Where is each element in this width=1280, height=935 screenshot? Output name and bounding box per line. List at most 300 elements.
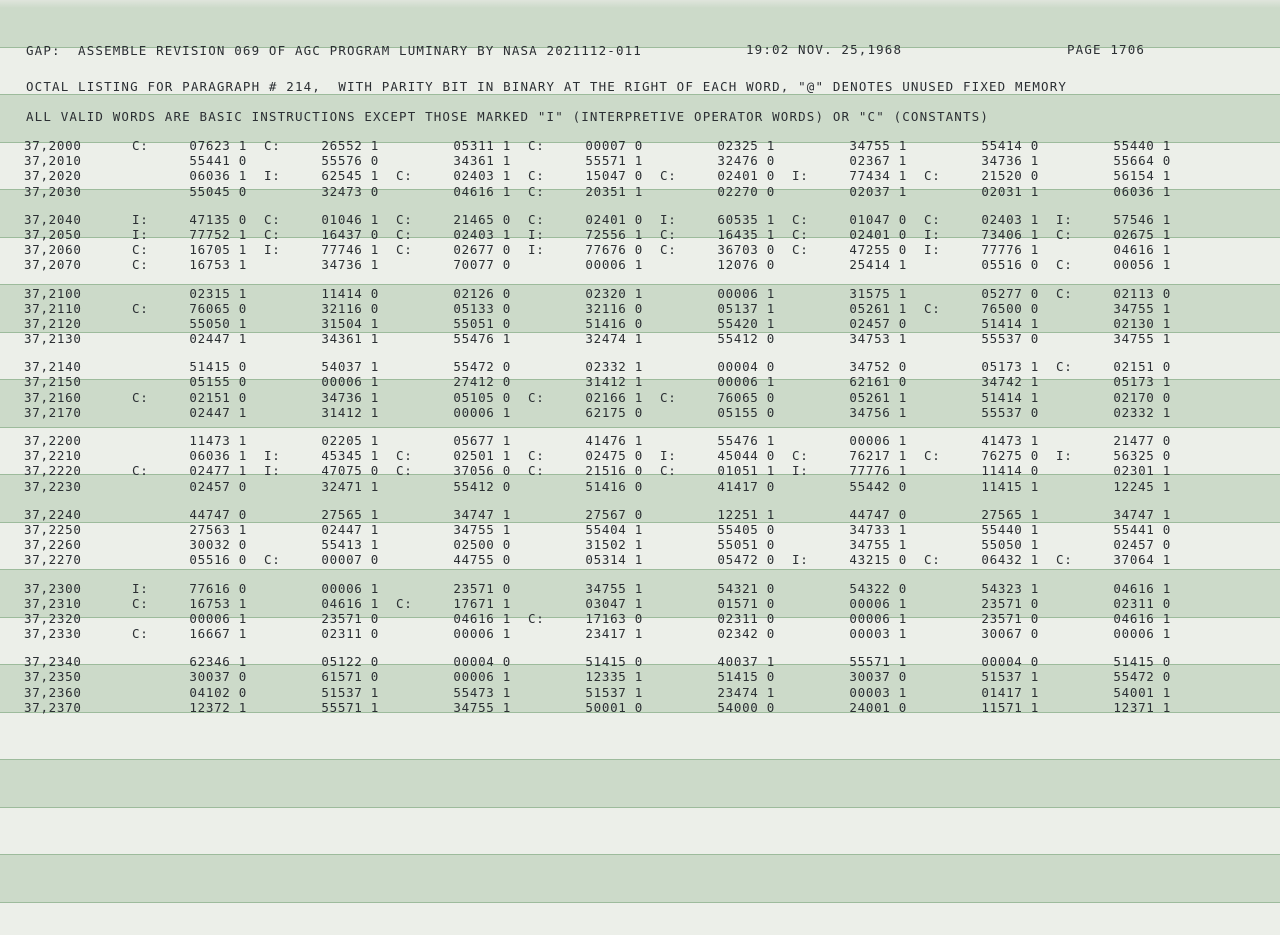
word-value: 50001 0 xyxy=(585,699,643,715)
listing-block xyxy=(24,654,1264,715)
octal-word xyxy=(792,184,907,199)
word-value: 37064 1 xyxy=(1113,552,1171,568)
octal-word xyxy=(792,463,907,478)
octal-word xyxy=(132,138,247,153)
listing-row xyxy=(24,405,1264,420)
listing-row xyxy=(24,359,1264,374)
octal-word xyxy=(924,184,1039,199)
word-value: 02401 0 xyxy=(849,226,907,242)
word-value: 21516 0 xyxy=(585,463,643,479)
word-marker: I: xyxy=(792,168,809,184)
word-value: 12335 1 xyxy=(585,669,643,685)
word-value: 51537 1 xyxy=(585,684,643,700)
word-value: 55664 0 xyxy=(1113,153,1171,169)
row-address: 37,2160 xyxy=(24,389,82,405)
word-value: 02151 0 xyxy=(1113,359,1171,375)
word-value: 04616 1 xyxy=(1113,580,1171,596)
word-marker: I: xyxy=(264,463,281,479)
word-value: 23571 0 xyxy=(981,595,1039,611)
octal-word xyxy=(1056,669,1171,684)
octal-word xyxy=(396,316,511,331)
word-value: 26552 1 xyxy=(321,138,379,153)
word-value: 02447 1 xyxy=(189,404,247,420)
word-value: 02457 0 xyxy=(189,478,247,494)
octal-word xyxy=(792,700,907,715)
word-value: 55571 1 xyxy=(849,654,907,670)
word-value: 11571 1 xyxy=(981,699,1039,715)
word-value: 16753 1 xyxy=(189,257,247,273)
octal-word xyxy=(264,537,379,552)
octal-word xyxy=(528,316,643,331)
row-address: 37,2130 xyxy=(24,331,82,347)
word-value: 55414 0 xyxy=(981,138,1039,153)
word-value: 34733 1 xyxy=(849,521,907,537)
word-value: 55050 1 xyxy=(981,537,1039,553)
word-value: 05122 0 xyxy=(321,654,379,670)
octal-word xyxy=(396,685,511,700)
octal-word xyxy=(924,227,1039,242)
word-marker: I: xyxy=(660,448,677,464)
word-value: 62545 1 xyxy=(321,168,379,184)
word-value: 02457 0 xyxy=(1113,537,1171,553)
octal-word xyxy=(528,390,643,405)
octal-word xyxy=(660,581,775,596)
word-value: 62175 0 xyxy=(585,404,643,420)
word-value: 51537 1 xyxy=(981,669,1039,685)
word-marker: I: xyxy=(792,463,809,479)
octal-word xyxy=(396,390,511,405)
row-address: 37,2210 xyxy=(24,448,82,464)
octal-word xyxy=(1056,257,1171,272)
word-marker: I: xyxy=(660,211,677,227)
octal-word xyxy=(528,433,643,448)
row-address: 37,2110 xyxy=(24,300,82,316)
octal-word xyxy=(264,654,379,669)
octal-word xyxy=(396,405,511,420)
word-marker: C: xyxy=(1056,552,1073,568)
word-value: 05105 0 xyxy=(453,389,511,405)
octal-word xyxy=(1056,212,1171,227)
word-value: 77676 0 xyxy=(585,242,643,258)
row-address: 37,2250 xyxy=(24,521,82,537)
octal-word xyxy=(396,479,511,494)
word-value: 11414 0 xyxy=(981,463,1039,479)
word-value: 12245 1 xyxy=(1113,478,1171,494)
octal-word xyxy=(660,184,775,199)
octal-word xyxy=(264,242,379,257)
octal-word xyxy=(132,479,247,494)
octal-word xyxy=(132,184,247,199)
word-marker: C: xyxy=(264,226,281,242)
word-marker: I: xyxy=(528,242,545,258)
word-value: 02170 0 xyxy=(1113,389,1171,405)
octal-word xyxy=(660,153,775,168)
octal-word xyxy=(924,581,1039,596)
octal-word xyxy=(396,433,511,448)
word-value: 23417 1 xyxy=(585,626,643,642)
word-value: 00006 1 xyxy=(717,285,775,301)
listing-block xyxy=(24,359,1264,420)
word-value: 25414 1 xyxy=(849,257,907,273)
word-value: 00007 0 xyxy=(585,138,643,153)
row-address: 37,2000 xyxy=(24,138,82,153)
word-value: 27412 0 xyxy=(453,374,511,390)
word-value: 11414 0 xyxy=(321,285,379,301)
listing-row xyxy=(24,331,1264,346)
octal-word xyxy=(528,479,643,494)
word-value: 34361 1 xyxy=(321,331,379,347)
word-value: 37056 0 xyxy=(453,463,511,479)
octal-word xyxy=(1056,700,1171,715)
octal-word xyxy=(924,611,1039,626)
octal-word xyxy=(264,522,379,537)
octal-word xyxy=(1056,390,1171,405)
octal-word xyxy=(792,581,907,596)
octal-word xyxy=(132,316,247,331)
word-value: 51415 0 xyxy=(717,669,775,685)
word-value: 16667 1 xyxy=(189,626,247,642)
word-value: 34755 1 xyxy=(453,521,511,537)
octal-listing xyxy=(24,138,1264,728)
octal-word xyxy=(924,626,1039,641)
word-value: 02315 1 xyxy=(189,285,247,301)
octal-word xyxy=(132,581,247,596)
row-address: 37,2270 xyxy=(24,552,82,568)
octal-word xyxy=(1056,581,1171,596)
listing-row xyxy=(24,286,1264,301)
word-value: 32116 0 xyxy=(585,300,643,316)
word-value: 60535 1 xyxy=(717,211,775,227)
row-address: 37,2120 xyxy=(24,315,82,331)
listing-row xyxy=(24,685,1264,700)
word-value: 41417 0 xyxy=(717,478,775,494)
word-value: 51414 1 xyxy=(981,389,1039,405)
octal-word xyxy=(660,390,775,405)
octal-word xyxy=(396,507,511,522)
octal-word xyxy=(528,301,643,316)
word-value: 00006 1 xyxy=(1113,626,1171,642)
word-value: 05155 0 xyxy=(189,374,247,390)
word-value: 34752 0 xyxy=(849,359,907,375)
octal-word xyxy=(528,611,643,626)
word-value: 02031 1 xyxy=(981,183,1039,199)
octal-word xyxy=(264,700,379,715)
word-marker: C: xyxy=(1056,257,1073,273)
word-value: 55472 0 xyxy=(1113,669,1171,685)
word-value: 47135 0 xyxy=(189,211,247,227)
octal-word xyxy=(660,212,775,227)
word-value: 24001 0 xyxy=(849,699,907,715)
octal-word xyxy=(660,479,775,494)
word-marker: C: xyxy=(396,463,413,479)
octal-word xyxy=(264,359,379,374)
word-marker: I: xyxy=(264,168,281,184)
word-value: 06036 1 xyxy=(189,168,247,184)
octal-word xyxy=(132,286,247,301)
word-value: 05472 0 xyxy=(717,552,775,568)
octal-word xyxy=(792,153,907,168)
octal-word xyxy=(792,168,907,183)
octal-word xyxy=(660,433,775,448)
octal-word xyxy=(660,522,775,537)
listing-row xyxy=(24,463,1264,478)
word-value: 12076 0 xyxy=(717,257,775,273)
octal-word xyxy=(924,669,1039,684)
octal-word xyxy=(924,507,1039,522)
octal-word xyxy=(264,286,379,301)
word-value: 02166 1 xyxy=(585,389,643,405)
listing-row xyxy=(24,448,1264,463)
octal-word xyxy=(264,374,379,389)
word-value: 02113 0 xyxy=(1113,285,1171,301)
word-value: 55405 0 xyxy=(717,521,775,537)
octal-word xyxy=(924,374,1039,389)
word-value: 77746 1 xyxy=(321,242,379,258)
octal-word xyxy=(528,448,643,463)
word-value: 02401 0 xyxy=(717,168,775,184)
word-value: 34756 1 xyxy=(849,404,907,420)
word-value: 34742 1 xyxy=(981,374,1039,390)
octal-word xyxy=(792,390,907,405)
octal-word xyxy=(660,700,775,715)
octal-word xyxy=(924,405,1039,420)
word-value: 21520 0 xyxy=(981,168,1039,184)
octal-word xyxy=(132,212,247,227)
row-address: 37,2230 xyxy=(24,478,82,494)
word-value: 54321 0 xyxy=(717,580,775,596)
octal-word xyxy=(660,596,775,611)
word-value: 02325 1 xyxy=(717,138,775,153)
octal-word xyxy=(792,596,907,611)
octal-word xyxy=(396,700,511,715)
word-value: 34736 1 xyxy=(321,389,379,405)
word-marker: C: xyxy=(132,300,149,316)
word-marker: C: xyxy=(1056,285,1073,301)
listing-row xyxy=(24,433,1264,448)
octal-word xyxy=(792,522,907,537)
word-value: 27563 1 xyxy=(189,521,247,537)
word-value: 55571 1 xyxy=(585,153,643,169)
octal-word xyxy=(924,700,1039,715)
word-value: 02205 1 xyxy=(321,433,379,448)
octal-word xyxy=(396,581,511,596)
word-marker: I: xyxy=(132,211,149,227)
word-marker: I: xyxy=(924,242,941,258)
listing-legend: ALL VALID WORDS ARE BASIC INSTRUCTIONS EXCEPT THOSE MARKED "I" (INTERPRETIVE OPERATOR WORDS) OR "C" (CONSTANTS) xyxy=(26,109,989,124)
word-value: 05261 1 xyxy=(849,389,907,405)
octal-word xyxy=(264,448,379,463)
word-value: 02367 1 xyxy=(849,153,907,169)
row-address: 37,2260 xyxy=(24,537,82,553)
word-marker: C: xyxy=(528,463,545,479)
word-value: 55051 0 xyxy=(453,315,511,331)
octal-word xyxy=(660,227,775,242)
word-value: 02475 0 xyxy=(585,448,643,464)
word-value: 00006 1 xyxy=(321,374,379,390)
octal-word xyxy=(528,257,643,272)
listing-row xyxy=(24,212,1264,227)
word-value: 05137 1 xyxy=(717,300,775,316)
octal-word xyxy=(264,611,379,626)
octal-word xyxy=(396,626,511,641)
word-value: 54322 0 xyxy=(849,580,907,596)
word-value: 05516 0 xyxy=(189,552,247,568)
listing-row xyxy=(24,654,1264,669)
word-marker: C: xyxy=(924,552,941,568)
octal-word xyxy=(924,433,1039,448)
word-marker: C: xyxy=(924,448,941,464)
word-value: 32471 1 xyxy=(321,478,379,494)
word-value: 02332 1 xyxy=(585,359,643,375)
word-value: 62161 0 xyxy=(849,374,907,390)
octal-word xyxy=(660,448,775,463)
word-value: 02447 1 xyxy=(321,521,379,537)
octal-word xyxy=(660,242,775,257)
listing-description: OCTAL LISTING FOR PARAGRAPH # 214, WITH PARITY BIT IN BINARY AT THE RIGHT OF EACH WORD, "@" DENOTES UNUSED FIXED MEMORY xyxy=(26,79,1068,94)
octal-word xyxy=(264,227,379,242)
listing-row xyxy=(24,552,1264,567)
listing-row xyxy=(24,257,1264,272)
word-value: 61571 0 xyxy=(321,669,379,685)
word-marker: C: xyxy=(528,610,545,626)
word-value: 02342 0 xyxy=(717,626,775,642)
octal-word xyxy=(264,507,379,522)
octal-word xyxy=(792,138,907,153)
octal-word xyxy=(264,168,379,183)
octal-word xyxy=(528,227,643,242)
octal-word xyxy=(132,405,247,420)
octal-word xyxy=(132,227,247,242)
octal-word xyxy=(528,168,643,183)
word-value: 55472 0 xyxy=(453,359,511,375)
word-marker: C: xyxy=(396,595,413,611)
word-value: 34736 1 xyxy=(981,153,1039,169)
word-value: 31502 1 xyxy=(585,537,643,553)
listing-row xyxy=(24,316,1264,331)
octal-word xyxy=(396,301,511,316)
word-value: 40037 1 xyxy=(717,654,775,670)
word-value: 30067 0 xyxy=(981,626,1039,642)
octal-word xyxy=(792,611,907,626)
word-value: 00006 1 xyxy=(849,610,907,626)
octal-word xyxy=(792,669,907,684)
octal-word xyxy=(924,654,1039,669)
word-value: 51415 0 xyxy=(1113,654,1171,670)
word-marker: C: xyxy=(792,448,809,464)
word-value: 32474 1 xyxy=(585,331,643,347)
octal-word xyxy=(396,654,511,669)
word-value: 44747 0 xyxy=(189,506,247,522)
word-value: 23571 0 xyxy=(981,610,1039,626)
octal-word xyxy=(264,685,379,700)
octal-word xyxy=(792,257,907,272)
word-value: 55440 1 xyxy=(1113,138,1171,153)
octal-word xyxy=(264,331,379,346)
word-marker: C: xyxy=(660,242,677,258)
word-value: 57546 1 xyxy=(1113,211,1171,227)
word-value: 34755 1 xyxy=(849,138,907,153)
word-value: 73406 1 xyxy=(981,226,1039,242)
row-address: 37,2020 xyxy=(24,168,82,184)
octal-word xyxy=(660,405,775,420)
word-value: 02403 1 xyxy=(453,226,511,242)
octal-word xyxy=(264,316,379,331)
octal-word xyxy=(660,552,775,567)
octal-word xyxy=(132,257,247,272)
word-value: 06432 1 xyxy=(981,552,1039,568)
word-value: 17671 1 xyxy=(453,595,511,611)
octal-word xyxy=(528,626,643,641)
word-value: 00056 1 xyxy=(1113,257,1171,273)
word-value: 51415 0 xyxy=(189,359,247,375)
octal-word xyxy=(1056,433,1171,448)
octal-word xyxy=(396,522,511,537)
word-value: 54323 1 xyxy=(981,580,1039,596)
word-value: 47075 0 xyxy=(321,463,379,479)
octal-word xyxy=(924,316,1039,331)
octal-word xyxy=(132,433,247,448)
octal-word xyxy=(924,168,1039,183)
word-marker: I: xyxy=(792,552,809,568)
octal-word xyxy=(1056,552,1171,567)
listing-row xyxy=(24,626,1264,641)
octal-word xyxy=(1056,184,1171,199)
listing-row xyxy=(24,537,1264,552)
word-value: 31575 1 xyxy=(849,285,907,301)
octal-word xyxy=(792,242,907,257)
octal-word xyxy=(660,685,775,700)
octal-word xyxy=(528,596,643,611)
word-marker: C: xyxy=(792,242,809,258)
octal-word xyxy=(396,286,511,301)
octal-word xyxy=(924,286,1039,301)
octal-word xyxy=(1056,227,1171,242)
word-value: 02457 0 xyxy=(849,315,907,331)
octal-word xyxy=(528,242,643,257)
word-value: 02677 0 xyxy=(453,242,511,258)
octal-word xyxy=(792,359,907,374)
listing-block xyxy=(24,581,1264,642)
word-value: 44747 0 xyxy=(849,506,907,522)
listing-block xyxy=(24,138,1264,199)
assembly-header: GAP: ASSEMBLE REVISION 069 OF AGC PROGRAM LUMINARY BY NASA 2021112-011 xyxy=(26,43,642,58)
word-value: 02151 0 xyxy=(189,389,247,405)
word-value: 55537 0 xyxy=(981,404,1039,420)
word-value: 31504 1 xyxy=(321,315,379,331)
octal-word xyxy=(660,286,775,301)
word-value: 07623 1 xyxy=(189,138,247,153)
octal-word xyxy=(792,405,907,420)
octal-word xyxy=(528,374,643,389)
row-address: 37,2140 xyxy=(24,359,82,375)
listing-row xyxy=(24,301,1264,316)
octal-word xyxy=(132,331,247,346)
octal-word xyxy=(264,257,379,272)
octal-word xyxy=(264,581,379,596)
word-value: 02126 0 xyxy=(453,285,511,301)
octal-word xyxy=(792,316,907,331)
word-value: 02037 1 xyxy=(849,183,907,199)
word-value: 51415 0 xyxy=(585,654,643,670)
octal-word xyxy=(396,153,511,168)
octal-word xyxy=(924,479,1039,494)
octal-word xyxy=(924,331,1039,346)
octal-word xyxy=(396,611,511,626)
word-value: 51537 1 xyxy=(321,684,379,700)
word-marker: C: xyxy=(528,211,545,227)
word-value: 41476 1 xyxy=(585,433,643,448)
word-value: 02320 1 xyxy=(585,285,643,301)
